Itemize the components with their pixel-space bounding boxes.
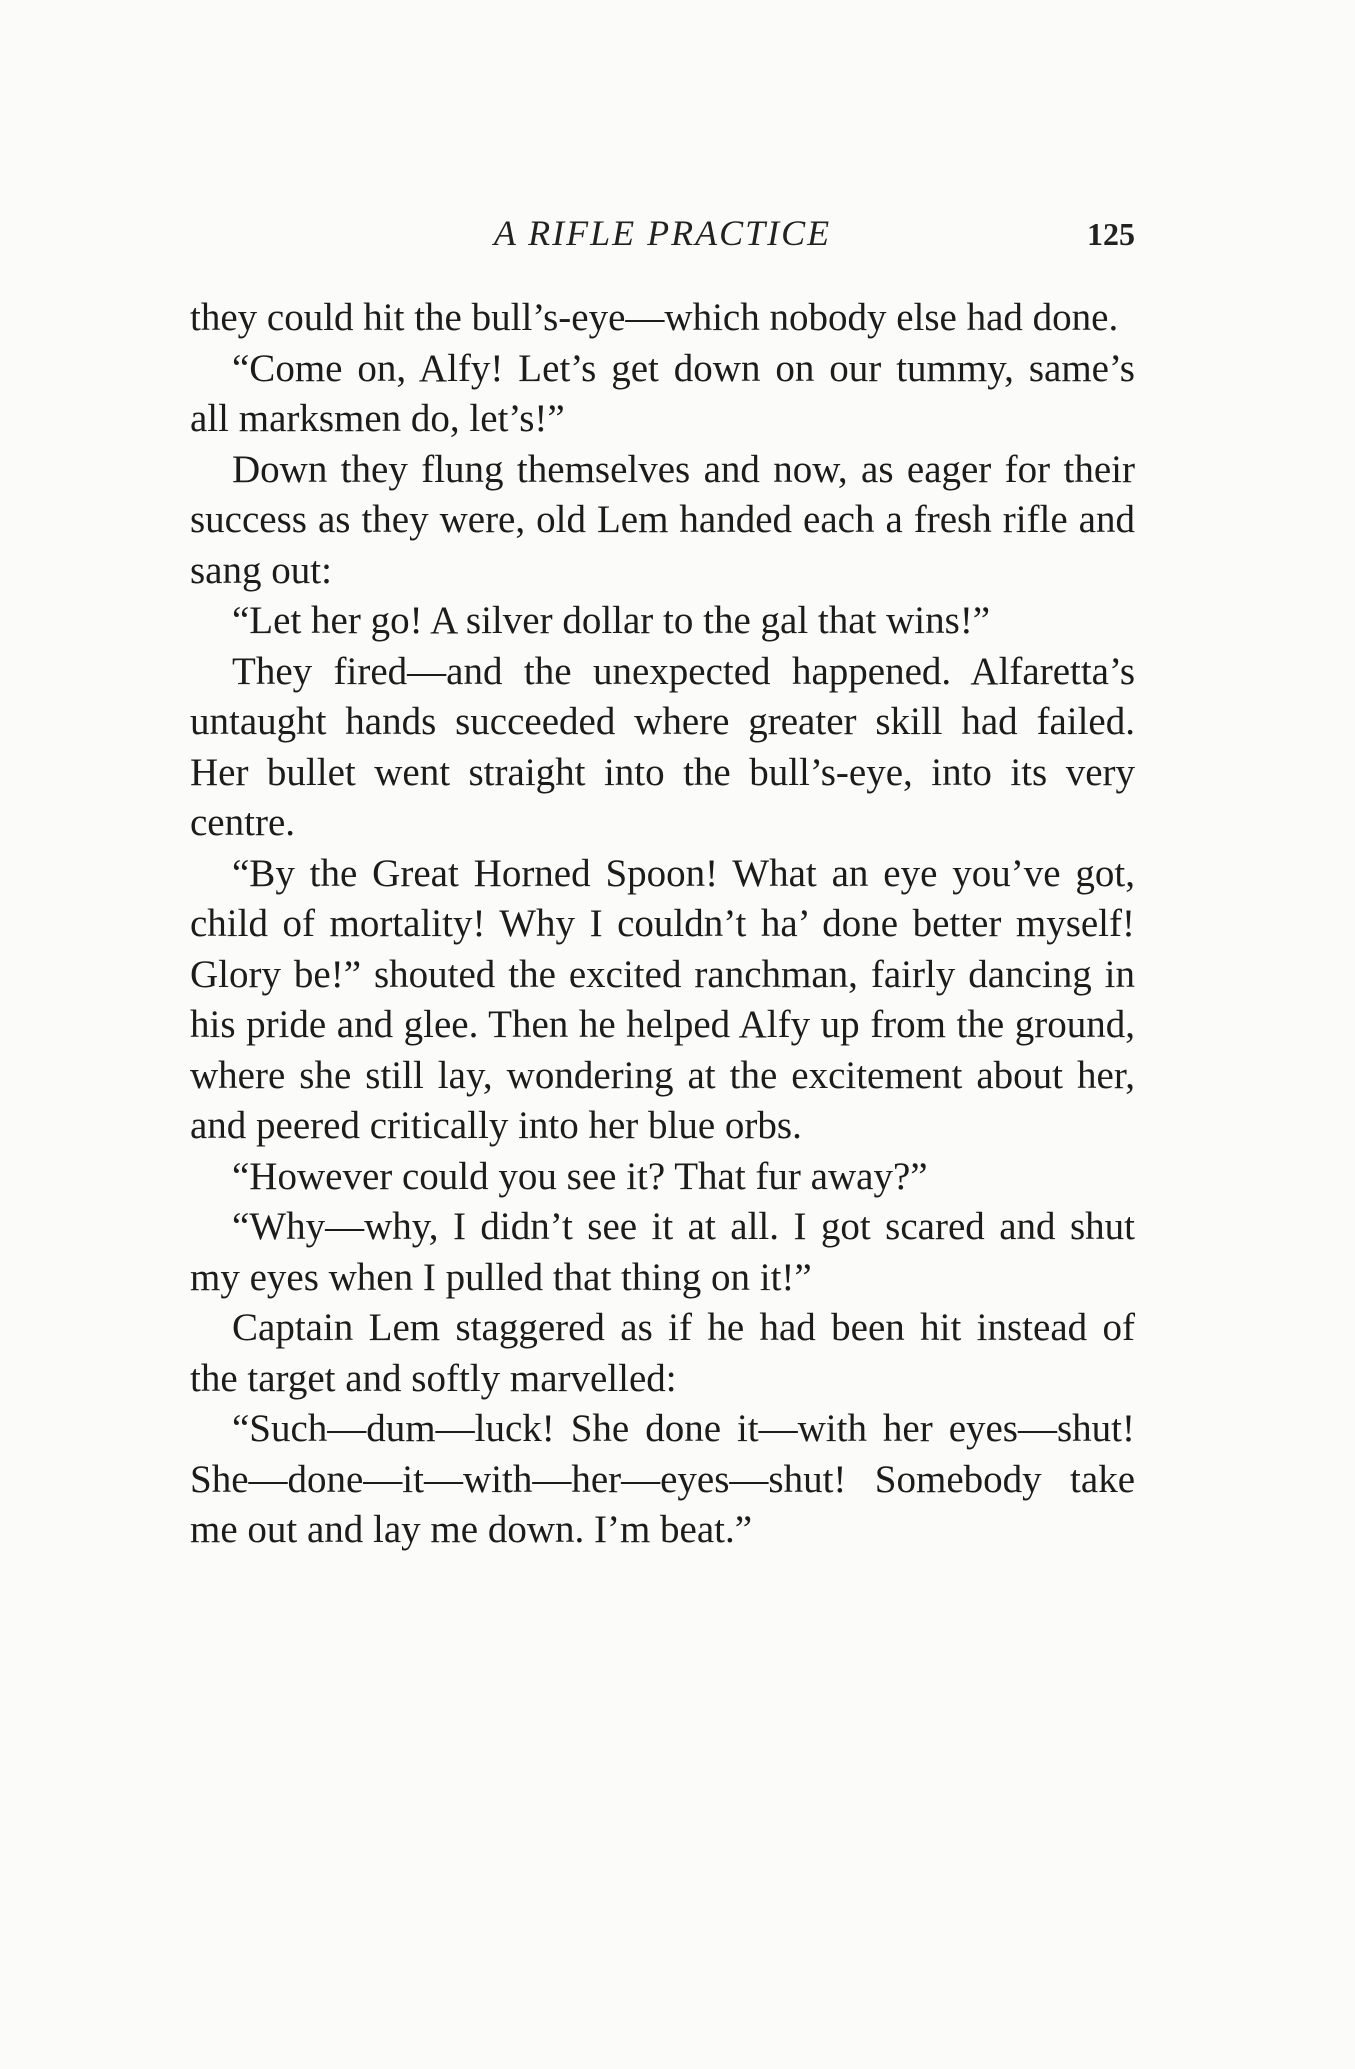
body-text bbox=[190, 293, 1135, 1556]
paragraph: “Come on, Alfy! Let’s get down on our tummy, same’s all marksmen do, let’s!” bbox=[190, 346, 1135, 440]
paragraph: they could hit the bull’s-eye—which nobody else had done. bbox=[190, 296, 1119, 339]
running-title: A RIFLE PRACTICE bbox=[493, 213, 832, 253]
page-header bbox=[190, 212, 1135, 262]
paragraph: “By the Great Horned Spoon! What an eye you’ve got, child of mortality! Why I couldn’t ha’ done better myself! Glory be!” shouted the excited ranchman, fairly dancing in his pride and glee. Then he helped Alfy up from the ground, where she still lay, wondering at the excitement about her, and peered critically into her blue orbs. bbox=[190, 851, 1135, 1147]
paragraph: “Let her go! A silver dollar to the gal that wins!” bbox=[232, 599, 991, 642]
paragraph: “Such—dum—luck! She done it—with her eyes—shut! She—done—it—with—her—eyes—shut! Somebody take me out and lay me down. I’m beat.” bbox=[190, 1407, 1135, 1551]
paragraph: They fired—and the unexpected happened. Alfaretta’s untaught hands succeeded where greater skill had failed. Her bullet went straight into the bull’s-eye, into its very centre. bbox=[190, 649, 1135, 844]
paragraph: “However could you see it? That fur away?” bbox=[232, 1154, 928, 1198]
paragraph: Captain Lem staggered as if he had been hit instead of the target and softly marvelled: bbox=[190, 1306, 1135, 1400]
paragraph: Down they flung themselves and now, as eager for their success as they were, old Lem handed each a fresh rifle and sang out: bbox=[190, 447, 1135, 592]
page-number: 125 bbox=[1087, 216, 1135, 252]
paragraph: “Why—why, I didn’t see it at all. I got scared and shut my eyes when I pulled that thing on it!” bbox=[190, 1205, 1135, 1299]
